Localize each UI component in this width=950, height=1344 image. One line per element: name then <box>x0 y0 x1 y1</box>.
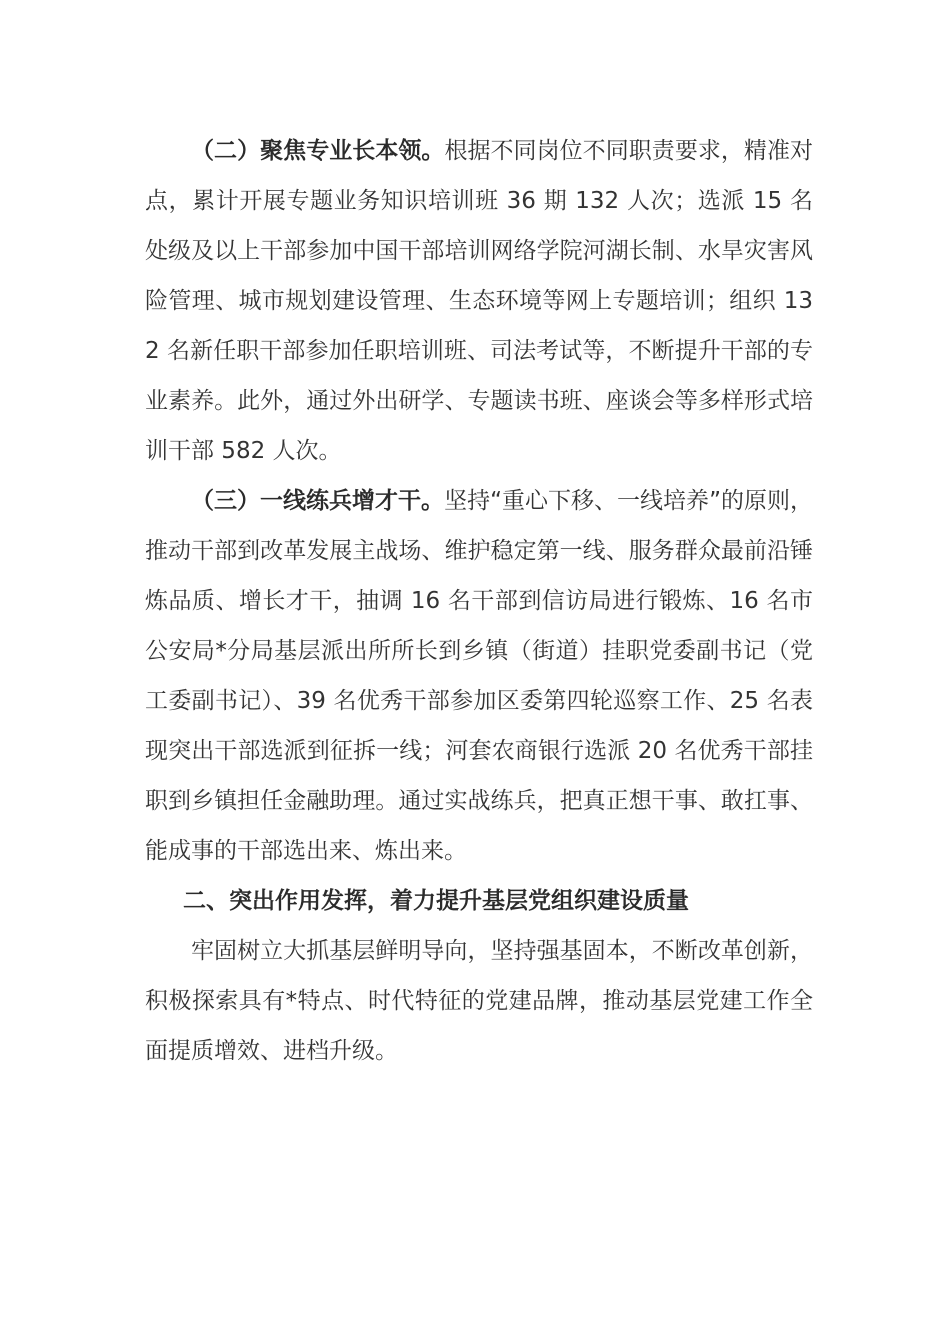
section-heading-grassroots: 二、突出作用发挥，着力提升基层党组织建设质量 <box>183 888 689 914</box>
paragraph-professional-skills-text: 根据不同岗位不同职责要求，精准对点，累计开展专题业务知识培训班 36 期 132 人次；选派 15 名处级及以上干部参加中国干部培训网络学院河湖长制、水旱灾害风险管理、城市规划建设管理、生态环境等网上专题培训；组织 132 名新任职干部参加任职培训班、司法考试等，不断提升干部的专业素养。此外，通过外出研学、专题读书班、座谈会等多样形式培训干部 582 人次。 <box>145 138 814 464</box>
paragraph-grassroots-intro: 牢固树立大抓基层鲜明导向，坚持强基固本，不断改革创新，积极探索具有*特点、时代特征的党建品牌，推动基层党建工作全面提质增效、进档升级。 <box>145 938 813 1064</box>
paragraph-frontline-training-text: 坚持“重心下移、一线培养”的原则，推动干部到改革发展主战场、维护稳定第一线、服务群众最前沿锤炼品质、增长才干，抽调 16 名干部到信访局进行锻炼、16 名市公安局*分局基层派出所所长到乡镇（街道）挂职党委副书记（党工委副书记）、39 名优秀干部参加区委第四轮巡察工作、25 名表现突出干部选派到征拆一线；河套农商银行选派 20 名优秀干部挂职到乡镇担任金融助理。通过实战练兵，把真正想干事、敢扛事、能成事的干部选出来、炼出来。 <box>145 488 814 864</box>
document-content <box>145 126 813 1076</box>
paragraph-professional-skills <box>145 126 813 476</box>
paragraph-frontline-training <box>145 476 813 876</box>
subheading-professional-skills: （二）聚焦专业长本领。 <box>191 138 445 164</box>
subheading-frontline-training: （三）一线练兵增才干。 <box>191 488 445 514</box>
